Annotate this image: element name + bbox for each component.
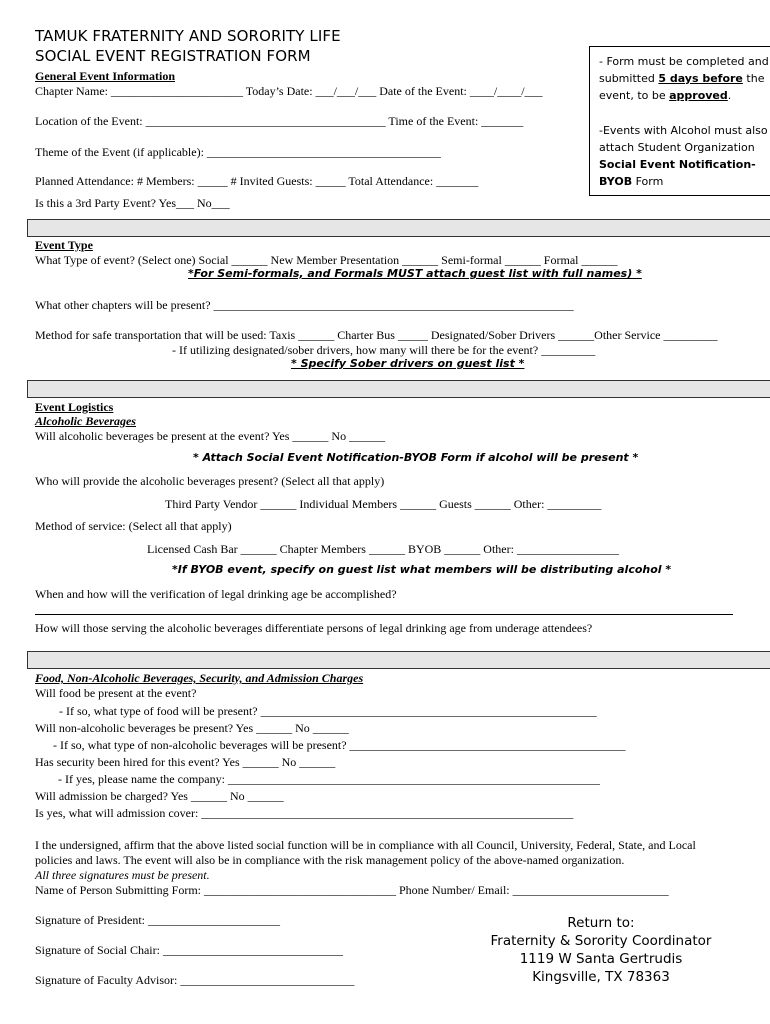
food-type-field[interactable]: - If so, what type of food will be present? ________________________________________________________ [59, 704, 597, 718]
location-field[interactable]: Location of the Event: ________________________________________ Time of the Event: _______ [35, 114, 524, 128]
attendance-field[interactable]: Planned Attendance: # Members: _____ # Invited Guests: _____ Total Attendance: _______ [35, 174, 479, 188]
name-phone-field[interactable]: Name of Person Submitting Form: ________________________________ Phone Number/ Email: __________________________ [35, 883, 669, 897]
other-chapters-field[interactable]: What other chapters will be present? ____________________________________________________________ [35, 298, 574, 312]
logistics-heading: Event Logistics [35, 400, 114, 414]
general-heading: General Event Information [35, 69, 175, 83]
third-party-field[interactable]: Is this a 3rd Party Event? Yes___ No___ [35, 196, 230, 210]
sober-drivers-note: * Specify Sober drivers on guest list * [291, 357, 525, 370]
return-to-office: Fraternity & Sorority Coordinator [490, 933, 712, 949]
food-heading: Food, Non-Alcoholic Beverages, Security, and Admission Charges [35, 671, 364, 685]
drivers-count-field[interactable]: - If utilizing designated/sober drivers, how many will there be for the event? _________ [172, 343, 596, 357]
section-divider-3 [27, 651, 770, 669]
security-company-field[interactable]: - If yes, please name the company: ______________________________________________________________ [58, 772, 600, 786]
alcohol-present-field[interactable]: Will alcoholic beverages be present at the event? Yes ______ No ______ [35, 429, 386, 443]
byob-distribution-note: *If BYOB event, specify on guest list what members will be distributing alcohol * [172, 563, 672, 576]
verification-question: When and how will the verification of legal drinking age be accomplished? [35, 587, 397, 601]
notice-line3: event, to be approved. [599, 89, 732, 102]
alcohol-subheading: Alcoholic Beverages [35, 414, 136, 428]
guest-list-note: *For Semi-formals, and Formals MUST attach guest list with full names) * [188, 267, 642, 280]
notice-line2: submitted 5 days before the [599, 72, 765, 85]
return-to-city: Kingsville, TX 78363 [532, 969, 670, 985]
byob-form-note: * Attach Social Event Notification-BYOB Form if alcohol will be present * [193, 451, 639, 464]
form-title-line2: SOCIAL EVENT REGISTRATION FORM [35, 47, 311, 65]
president-signature-field[interactable]: Signature of President: ______________________ [35, 913, 280, 927]
affirm-line2: policies and laws. The event will also be in compliance with the risk management policy of the above-named organization. [35, 853, 625, 867]
theme-field[interactable]: Theme of the Event (if applicable): _______________________________________ [35, 145, 441, 159]
notice-line4: -Events with Alcohol must also [599, 124, 768, 137]
service-methods-field[interactable]: Licensed Cash Bar ______ Chapter Members ______ BYOB ______ Other: _________________ [147, 542, 619, 556]
providers-field[interactable]: Third Party Vendor ______ Individual Members ______ Guests ______ Other: _________ [165, 497, 602, 511]
social-chair-signature-field[interactable]: Signature of Social Chair: ______________________________ [35, 943, 343, 957]
notice-line6: Social Event Notification- [599, 158, 756, 171]
nonalc-present-field[interactable]: Will non-alcoholic beverages be present? Yes ______ No ______ [35, 721, 349, 735]
notice-box [589, 46, 770, 196]
nonalc-type-field[interactable]: - If so, what type of non-alcoholic beverages will be present? ______________________________________________ [53, 738, 626, 752]
return-to-street: 1119 W Santa Gertrudis [519, 951, 683, 967]
faculty-advisor-signature-field[interactable]: Signature of Faculty Advisor: _____________________________ [35, 973, 355, 987]
form-title-line1: TAMUK FRATERNITY AND SORORITY LIFE [35, 27, 341, 45]
admission-cover-field[interactable]: Is yes, what will admission cover: ______________________________________________________________ [35, 806, 574, 820]
food-present-question: Will food be present at the event? [35, 686, 197, 700]
notice-line1: - Form must be completed and [599, 55, 769, 68]
transport-field[interactable]: Method for safe transportation that will be used: Taxis ______ Charter Bus _____ Designated/Sober Drivers ______Other Service _________ [35, 328, 718, 342]
section-divider-2 [27, 380, 770, 398]
who-provides-label: Who will provide the alcoholic beverages present? (Select all that apply) [35, 474, 385, 488]
service-method-label: Method of service: (Select all that apply) [35, 519, 232, 533]
event-type-heading: Event Type [35, 238, 93, 252]
section-divider-1 [27, 219, 770, 237]
event-type-field[interactable]: What Type of event? (Select one) Social ______ New Member Presentation ______ Semi-formal ______ Formal ______ [35, 253, 618, 267]
return-to-label: Return to: [567, 915, 635, 931]
notice-line7: BYOB Form [599, 175, 664, 188]
notice-line5: attach Student Organization [599, 141, 755, 154]
affirm-signatures-note: All three signatures must be present. [35, 868, 210, 882]
affirm-line1: I the undersigned, affirm that the above listed social function will be in compliance with all Council, University, Federal, State, and Local [35, 838, 696, 852]
security-field[interactable]: Has security been hired for this event? Yes ______ No ______ [35, 755, 336, 769]
admission-field[interactable]: Will admission be charged? Yes ______ No ______ [35, 789, 284, 803]
verification-answer-line[interactable] [35, 614, 733, 615]
differentiate-question: How will those serving the alcoholic beverages differentiate persons of legal drinking age from underage attendees? [35, 621, 593, 635]
chapter-name-field[interactable]: Chapter Name: ______________________ Today’s Date: ___/___/___ Date of the Event: ____/____/___ [35, 84, 543, 98]
